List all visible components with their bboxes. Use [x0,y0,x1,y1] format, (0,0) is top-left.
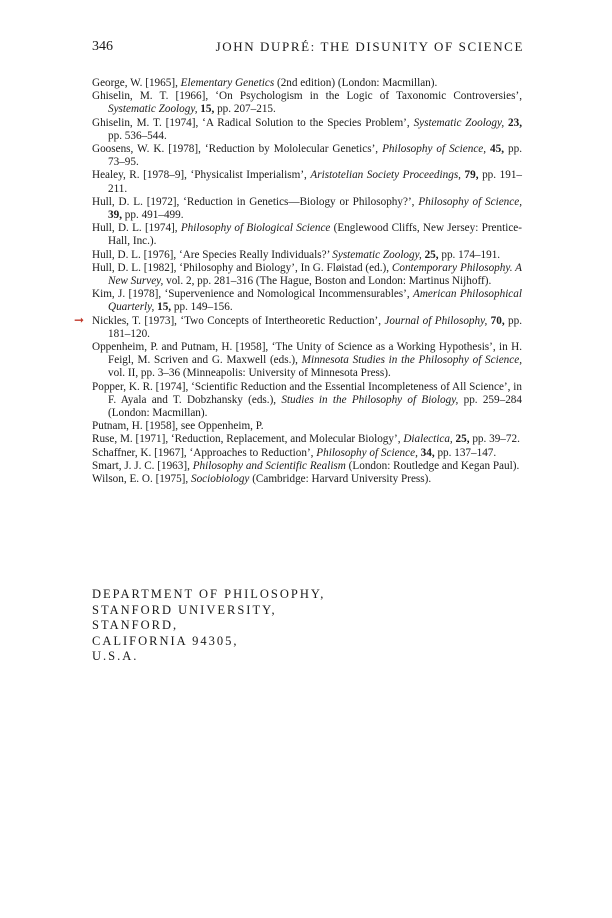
reference-entry [92,288,522,314]
reference-details: pp. 191–211. [108,169,523,195]
reference-citation: Wilson, E. O. [1975], [92,473,191,486]
reference-details: pp. 73–95. [108,143,523,169]
reference-citation: Hull, D. L. [1972], ‘Reduction in Genetics—Biology or Philosophy?’, [92,195,419,208]
reference-citation: Oppenheim, P. and Putnam, H. [1958], ‘The Unity of Science as a Working Hypothesis’, in H. Feigl, M. Scriven and G. Maxwell (eds.), [92,341,522,367]
address-line: STANFORD, [92,618,179,633]
reference-citation: Schaffner, K. [1967], ‘Approaches to Reduction’, [92,446,317,459]
reference-entry [92,447,522,460]
reference-entry [92,473,522,486]
reference-details: vol. II, pp. 3–36 (Minneapolis: University of Minnesota Press). [108,367,391,380]
reference-title: Philosophy and Scientific Realism [192,459,346,472]
reference-details: vol. 2, pp. 281–316 (The Hague, Boston and London: Martinus Nijhoff). [163,275,492,288]
reference-details: pp. 181–120. [108,314,522,340]
reference-volume: 39, [108,209,122,222]
reference-title: Studies in the Philosophy of Biology, [281,393,459,406]
reference-entry [92,222,522,248]
reference-volume: 15, [197,103,215,116]
reference-citation: Goosens, W. K. [1978], ‘Reduction by Mololecular Genetics’, [92,143,383,156]
reference-entry [92,249,522,262]
reference-volume: 79, [460,169,479,182]
reference-citation: Ruse, M. [1971], ‘Reduction, Replacement, and Molecular Biology’, [92,433,404,446]
reference-details: pp. 174–191. [438,248,501,261]
reference-volume: 25, [452,433,470,446]
reference-entry [92,90,522,116]
reference-citation: Nickles, T. [1973], ‘Two Concepts of Intertheoretic Reduction’, [92,314,385,327]
reference-details: pp. 137–147. [434,446,497,459]
address-line: U.S.A. [92,649,139,664]
address-line: DEPARTMENT OF PHILOSOPHY, [92,587,326,601]
reference-citation: Hull, D. L. [1974], [92,222,181,235]
reference-entry [92,196,522,222]
reference-entry [92,117,522,143]
reference-entry [74,312,522,341]
reference-volume: 34, [417,446,435,459]
reference-list [74,77,523,486]
reference-entry [92,77,522,90]
reference-title: Systematic Zoology, [108,103,198,116]
reference-entry [92,341,522,381]
reference-entry [92,381,522,421]
reference-details: pp. 536–544. [108,129,167,142]
reference-title: Sociobiology [190,473,250,486]
reference-details: (Cambridge: Harvard University Press). [249,473,432,486]
reference-entry [92,420,522,433]
reference-volume: 25, [421,248,439,261]
reference-title: Aristotelian Society Proceedings, [310,169,461,182]
address-line: STANFORD UNIVERSITY, [92,602,277,617]
reference-title: Philosophy of Science, [316,446,418,459]
reference-title: Minnesota Studies in the Philosophy of Science, [301,354,523,367]
reference-citation: Healey, R. [1978–9], ‘Physicalist Imperialism’, [92,169,311,182]
reference-entry [92,143,522,169]
reference-title: Systematic Zoology, [413,116,505,129]
author-address [92,587,325,665]
reference-volume: 23, [504,116,522,129]
page-header [92,39,524,59]
reference-citation: Smart, J. J. C. [1963], [92,459,193,472]
reference-volume: 45, [486,143,505,156]
reference-title: Journal of Philosophy, [384,314,488,327]
reference-citation: Kim, J. [1978], ‘Supervenience and Nomological Incommensurables’, [92,288,413,301]
reference-details: pp. 207–215. [214,103,276,116]
page-number: 346 [92,39,113,54]
reference-entry [92,262,522,288]
reference-details: (2nd edition) (London: Macmillan). [274,77,438,89]
reference-citation: George, W. [1965], [92,77,181,89]
reference-details: (Englewood Cliffs, New Jersey: Prentice-Hall, Inc.). [108,222,522,248]
reference-details: pp. 149–156. [171,301,233,314]
reference-entry [92,433,522,446]
reference-title: American Philosophical Quarterly, [108,288,522,314]
reference-details: pp. 259–284 (London: Macmillan). [108,393,522,420]
reference-title: Dialectica, [403,433,453,446]
reference-title: Philosophy of Science, [382,143,487,156]
reference-details: (London: Routledge and Kegan Paul). [345,459,520,472]
reference-entry [92,169,522,195]
reference-title: Philosophy of Science, [418,195,522,208]
reference-citation: Hull, D. L. [1976], ‘Are Species Really Individuals?’ [92,248,333,261]
reference-details: pp. 39–72. [469,433,520,446]
reference-citation: Ghiselin, M. T. [1974], ‘A Radical Solution to the Species Problem’, [92,116,414,129]
reference-volume: 70, [487,314,505,327]
reference-title: Philosophy of Biological Science [180,222,331,235]
reference-citation: Putnam, H. [1958], see Oppenheim, P. [92,420,264,433]
reference-title: Elementary Genetics [180,77,275,89]
reference-title: Contemporary Philosophy. A New Survey, [108,261,523,288]
reference-citation: Ghiselin, M. T. [1966], ‘On Psychologism in the Logic of Taxonomic Controversies’, [92,90,522,103]
reference-volume: 15, [154,301,172,314]
reference-citation: Hull, D. L. [1982], ‘Philosophy and Biology’, In G. Fløistad (ed.), [92,261,392,274]
reference-details: pp. 491–499. [121,209,184,222]
reference-title: Systematic Zoology, [332,248,422,261]
reference-entry [92,460,522,473]
reference-citation: Popper, K. R. [1974], ‘Scientific Reduction and the Essential Incompleteness of All Science’, in F. Ayala and T. Dobzhansky (eds.), [92,380,522,406]
arrow-right-icon: ➞ [74,312,85,327]
address-line: CALIFORNIA 94305, [92,633,239,648]
running-head: JOHN DUPRÉ: THE DISUNITY OF SCIENCE [215,39,524,54]
